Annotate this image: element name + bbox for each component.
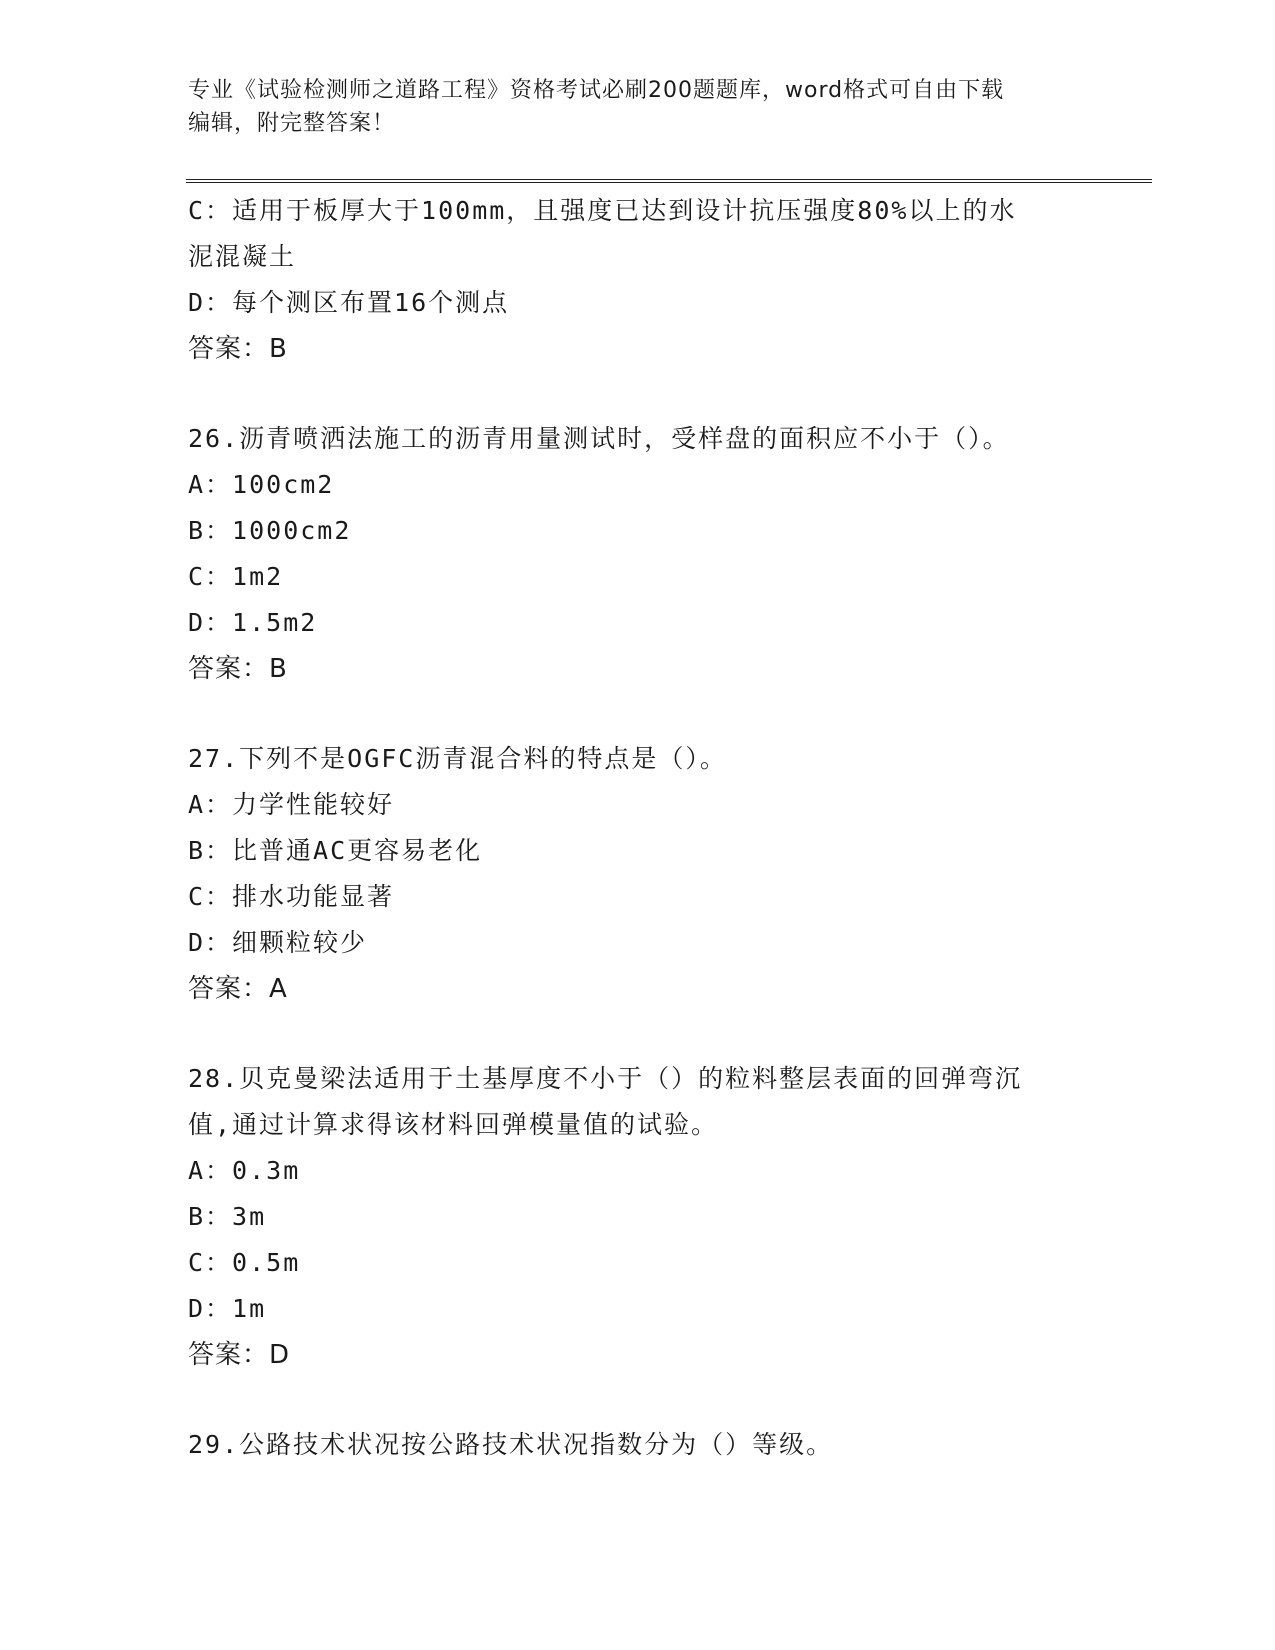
document-body xyxy=(188,188,1088,1468)
option-b: B：3m xyxy=(188,1202,267,1231)
question-stem: 29.公路技术状况按公路技术状况指数分为（）等级。 xyxy=(188,1430,834,1459)
option-a: A：0.3m xyxy=(188,1156,301,1185)
option-a: A：力学性能较好 xyxy=(188,790,395,819)
question-28 xyxy=(188,1056,1088,1378)
document-header xyxy=(188,74,1088,140)
question-stem-continued: 值,通过计算求得该材料回弹模量值的试验。 xyxy=(188,1110,719,1139)
option-c-continued: 泥混凝土 xyxy=(188,242,297,271)
answer: 答案：B xyxy=(188,334,288,364)
answer: 答案：D xyxy=(188,1340,291,1370)
header-divider-top xyxy=(186,179,1152,180)
answer: 答案：B xyxy=(188,654,288,684)
option-a: A：100cm2 xyxy=(188,470,335,499)
option-c: C：1m2 xyxy=(188,562,284,591)
option-d: D：细颗粒较少 xyxy=(188,928,368,957)
option-d: D：每个测区布置16个测点 xyxy=(188,288,510,317)
question-29 xyxy=(188,1422,1088,1468)
option-d: D：1.5m2 xyxy=(188,608,318,637)
question-27 xyxy=(188,736,1088,1012)
option-c: C：排水功能显著 xyxy=(188,882,395,911)
question-25-tail xyxy=(188,188,1088,372)
question-26 xyxy=(188,416,1088,692)
header-line-2: 编辑，附完整答案！ xyxy=(188,111,396,136)
answer: 答案：A xyxy=(188,974,288,1004)
header-divider-bottom xyxy=(186,182,1152,183)
option-b: B：比普通AC更容易老化 xyxy=(188,836,483,865)
header-line-1: 专业《试验检测师之道路工程》资格考试必刷200题题库，word格式可自由下载 xyxy=(188,78,1005,103)
question-stem: 28.贝克曼梁法适用于土基厚度不小于（）的粒料整层表面的回弹弯沉 xyxy=(188,1064,1023,1093)
option-c: C：适用于板厚大于100mm，且强度已达到设计抗压强度80%以上的水 xyxy=(188,196,1017,225)
question-stem: 26.沥青喷洒法施工的沥青用量测试时，受样盘的面积应不小于（）。 xyxy=(188,424,1010,453)
option-c: C：0.5m xyxy=(188,1248,301,1277)
option-b: B：1000cm2 xyxy=(188,516,352,545)
option-d: D：1m xyxy=(188,1294,267,1323)
question-stem: 27.下列不是OGFC沥青混合料的特点是（）。 xyxy=(188,744,727,773)
